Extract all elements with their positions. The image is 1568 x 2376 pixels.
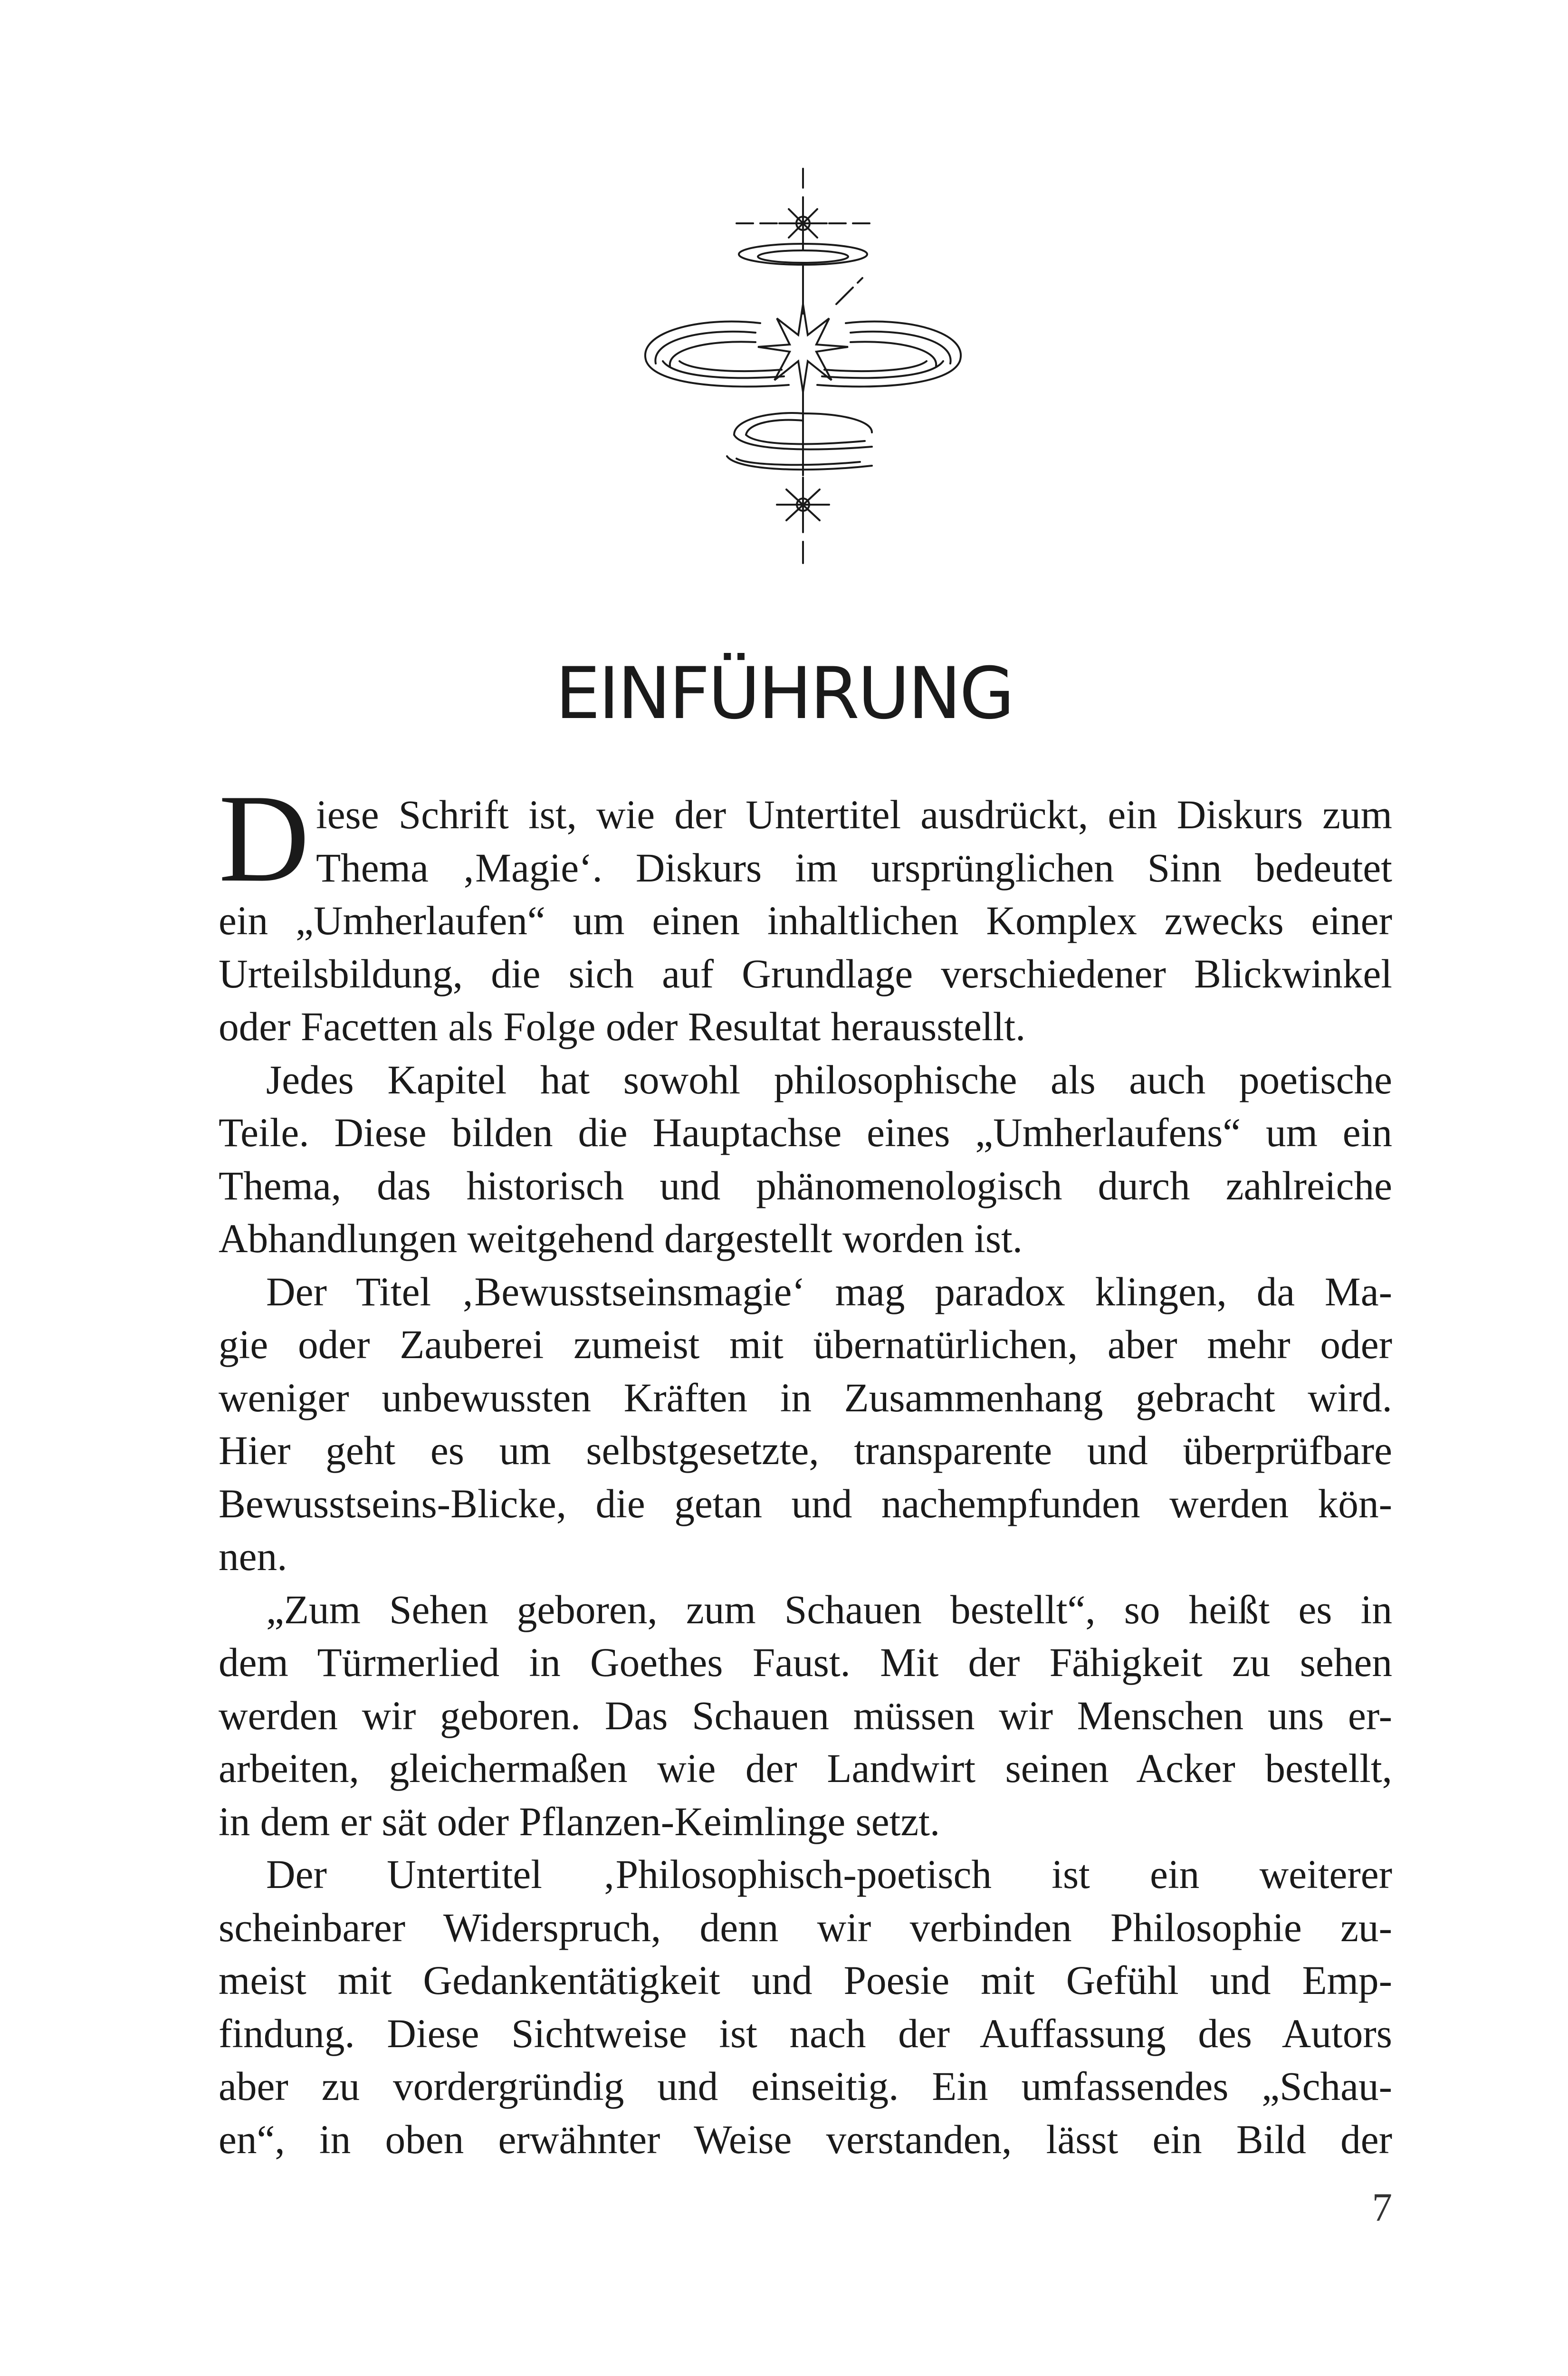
text-line: Urteilsbildung, die sich auf Grundlage verschiedener Blickwinkel: [219, 951, 1392, 996]
body-text: [219, 769, 1392, 2166]
chapter-title: EINFÜHRUNG: [555, 652, 1013, 735]
text-line: Teile. Diese bilden die Hauptachse eines „Umherlaufens“ um ein: [219, 1111, 1392, 1155]
text-line: Jedes Kapitel hat sowohl philosophische als auch poetische: [266, 1057, 1392, 1102]
page-number: 7: [1372, 2185, 1392, 2230]
text-line: in dem er sät oder Pflanzen-Keimlinge setzt.: [219, 1799, 940, 1844]
text-line: aber zu vordergründig und einseitig. Ein umfassendes „Schau-: [219, 2064, 1392, 2109]
paragraph: [219, 1266, 1392, 1584]
text-line: arbeiten, gleichermaßen wie der Landwirt seinen Acker bestellt,: [219, 1746, 1392, 1791]
text-line: findung. Diese Sichtweise ist nach der Auffassung des Autors: [219, 2011, 1392, 2056]
paragraph: [219, 769, 1392, 1054]
text-line: werden wir geboren. Das Schauen müssen wir Menschen uns er-: [219, 1693, 1392, 1738]
celestial-star-ornament-icon: [618, 162, 988, 570]
text-line: Der Titel ‚Bewusstseinsmagie‘ mag paradox klingen, da Ma-: [266, 1269, 1392, 1314]
text-line: iese Schrift ist, wie der Untertitel ausdrückt, ein Diskurs zum: [316, 793, 1392, 837]
paragraph: [219, 1849, 1392, 2166]
text-line: ein „Umherlaufen“ um einen inhaltlichen Komplex zwecks einer: [219, 899, 1392, 943]
paragraph: [219, 1054, 1392, 1266]
text-line: meist mit Gedankentätigkeit und Poesie mit Gefühl und Emp-: [219, 1958, 1392, 2003]
text-line: Abhandlungen weitgehend dargestellt worden ist.: [219, 1217, 1023, 1261]
text-line: nen.: [219, 1534, 287, 1579]
text-line: Der Untertitel ‚Philosophisch-poetisch ist ein weiterer: [266, 1852, 1392, 1897]
text-line: Hier geht es um selbstgesetzte, transparente und überprüfbare: [219, 1428, 1392, 1473]
text-line: gie oder Zauberei zumeist mit übernatürlichen, aber mehr oder: [219, 1322, 1392, 1367]
text-line: Thema ‚Magie‘. Diskurs im ursprünglichen Sinn bedeutet: [316, 845, 1392, 891]
text-line: weniger unbewussten Kräften in Zusammenhang gebracht wird.: [219, 1375, 1392, 1420]
paragraph: [219, 1584, 1392, 1849]
drop-cap: D: [219, 769, 310, 908]
text-line: oder Facetten als Folge oder Resultat herausstellt.: [219, 1005, 1026, 1049]
text-line: dem Türmerlied in Goethes Faust. Mit der Fähigkeit zu sehen: [219, 1640, 1392, 1685]
text-line: „Zum Sehen geboren, zum Schauen bestellt“, so heißt es in: [266, 1587, 1392, 1632]
text-line: Bewusstseins-Blicke, die getan und nachempfunden werden kön-: [219, 1481, 1392, 1526]
text-line: en“, in oben erwähnter Weise verstanden, lässt ein Bild der: [219, 2117, 1392, 2162]
text-line: Thema, das historisch und phänomenologisch durch zahlreiche: [219, 1163, 1392, 1208]
text-line: scheinbarer Widerspruch, denn wir verbinden Philosophie zu-: [219, 1905, 1392, 1950]
